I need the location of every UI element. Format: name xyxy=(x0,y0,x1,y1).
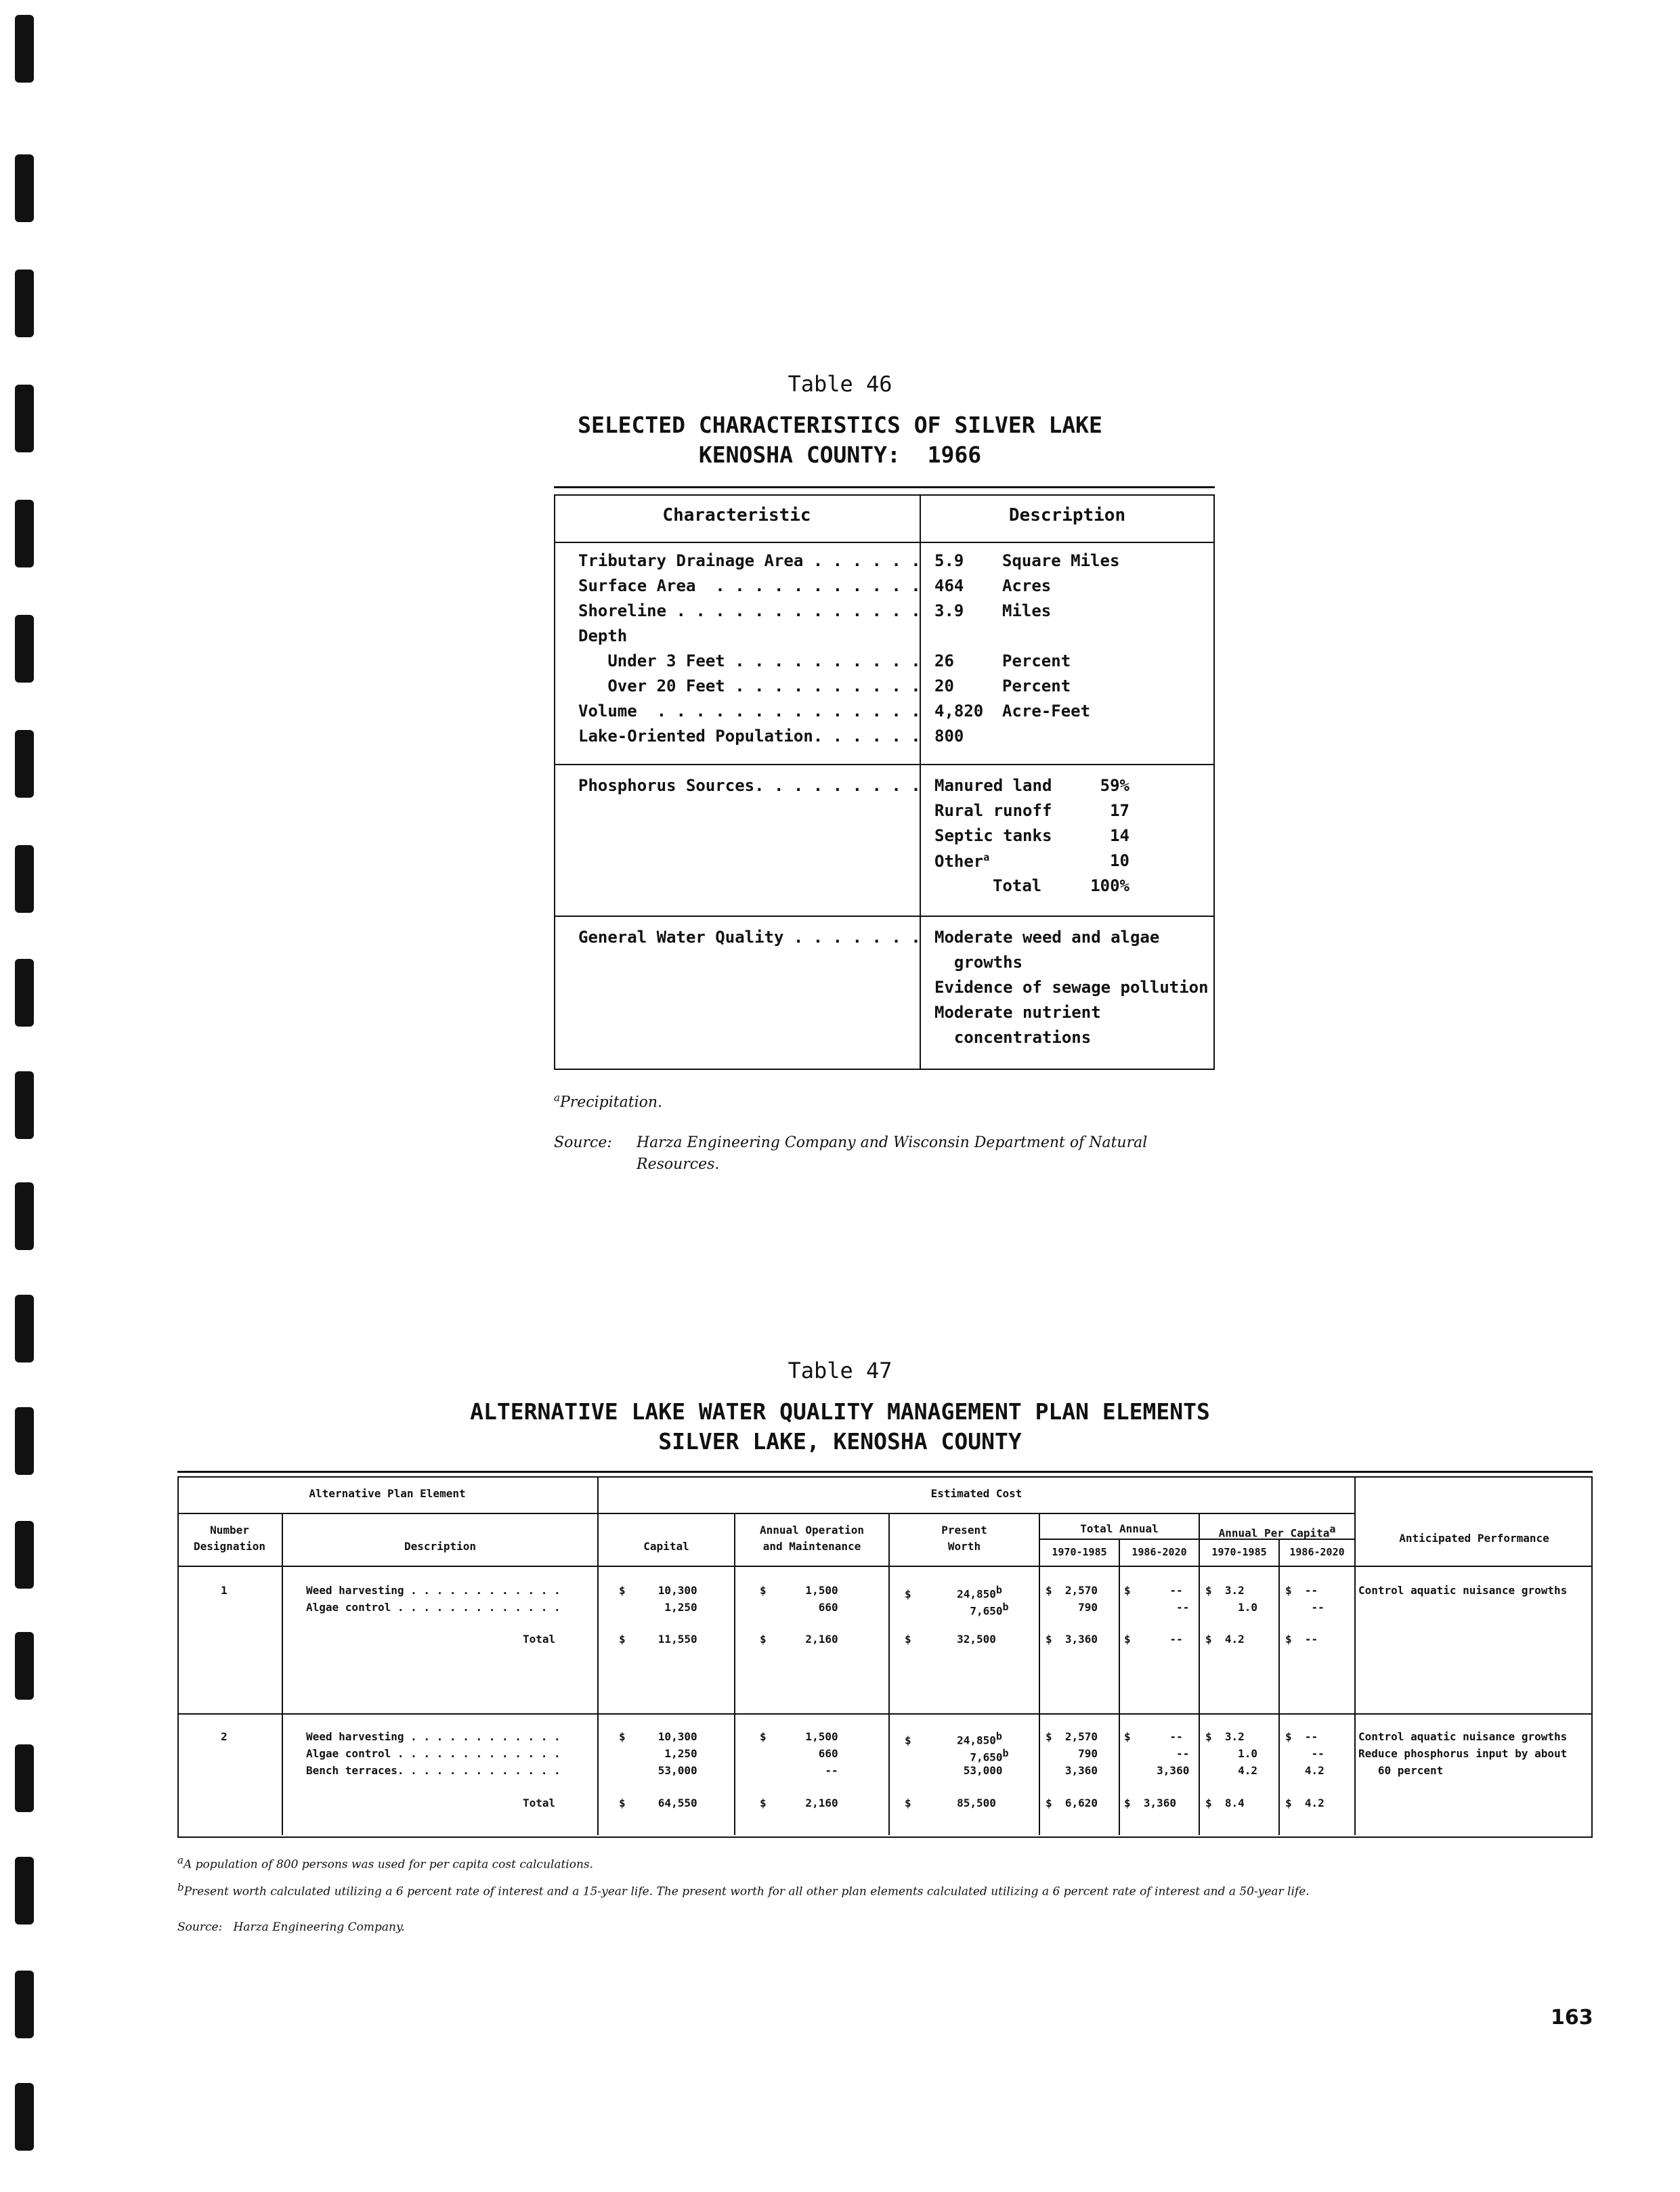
total-capital: $ 11,550 xyxy=(619,1633,697,1646)
item-total-annual-1: $ 2,570 xyxy=(1046,1730,1098,1743)
table47-footnote-b xyxy=(177,1881,1599,1899)
table46-row-value: 5.9 xyxy=(934,551,964,570)
total-om: $ 2,160 xyxy=(760,1633,838,1646)
total-annual-1: $ 6,620 xyxy=(1046,1797,1098,1809)
table46-row-label: Depth xyxy=(578,626,628,645)
footnote-marker: a xyxy=(1329,1523,1336,1535)
table46-quality-line: growths xyxy=(934,953,1023,972)
table47-rule xyxy=(282,1513,283,1835)
item-per-capita-1: 1.0 xyxy=(1205,1747,1258,1760)
table47 xyxy=(177,1471,1593,1836)
binding-hole xyxy=(15,959,34,1027)
table46-row-label: Surface Area . . . . . . . . . . . xyxy=(578,576,921,595)
table46-top-rule xyxy=(554,486,1215,488)
header-plan-element: Alternative Plan Element xyxy=(309,1487,466,1500)
source-text: Harza Engineering Company. xyxy=(233,1920,405,1934)
table47-label: Table 47 xyxy=(788,1358,892,1383)
header-period: 1986-2020 xyxy=(1289,1546,1345,1558)
footnote-marker: a xyxy=(983,851,990,863)
item-present-worth-value: $ 24,850 xyxy=(905,1734,996,1747)
table47-rule xyxy=(734,1513,735,1835)
binding-holes xyxy=(15,0,35,2192)
table46-title-line1: SELECTED CHARACTERISTICS OF SILVER LAKE xyxy=(578,412,1102,438)
total-present-worth: $ 32,500 xyxy=(905,1633,996,1646)
total-capital: $ 64,550 xyxy=(619,1797,697,1809)
item-description: Bench terraces. . . . . . . . . . . . . xyxy=(306,1764,561,1777)
total-annual-2: $ -- xyxy=(1124,1633,1183,1646)
binding-hole xyxy=(15,1744,34,1812)
table47-rule xyxy=(1199,1513,1200,1835)
table46-quality-line: concentrations xyxy=(934,1028,1092,1047)
table46-footnote-a xyxy=(554,1092,662,1111)
item-total-annual-2: $ -- xyxy=(1124,1730,1183,1743)
table46-row-value: 26 xyxy=(934,651,954,670)
binding-hole xyxy=(15,615,34,683)
footnote-text: Precipitation. xyxy=(559,1094,663,1111)
table46-row-label: Lake-Oriented Population. . . . . . xyxy=(578,727,921,746)
anticipated-performance: Control aquatic nuisance growths Reduce phosphorus input by about 60 percent xyxy=(1358,1730,1568,1777)
item-capital: 1,250 xyxy=(619,1601,697,1614)
binding-hole xyxy=(15,270,34,337)
item-description: Algae control . . . . . . . . . . . . . xyxy=(306,1747,561,1760)
table46-header-characteristic: Characteristic xyxy=(662,505,811,525)
item-total-annual-2: -- xyxy=(1124,1747,1190,1760)
footnote-marker: b xyxy=(1002,1747,1009,1759)
footnote-text: Present worth calculated utilizing a 6 percent rate of interest and a 15-year life. The present worth for all other plan elements calculated utilizing a 6 percent rate of interest and a 50-year life. xyxy=(184,1885,1310,1899)
table46-quality-line: Evidence of sewage pollution xyxy=(934,978,1209,997)
footnote-marker: b xyxy=(995,1584,1002,1596)
item-present-worth: 53,000 xyxy=(905,1764,1003,1777)
item-capital: 53,000 xyxy=(619,1764,697,1777)
total-per-capita-1: $ 4.2 xyxy=(1205,1633,1245,1646)
binding-hole xyxy=(15,500,34,567)
footnote-text: A population of 800 persons was used for per capita cost calculations. xyxy=(183,1857,594,1872)
table46-row-label: Volume . . . . . . . . . . . . . . xyxy=(578,702,921,721)
binding-hole xyxy=(15,154,34,222)
table46-phosphorus-value: 59% xyxy=(1100,776,1129,795)
header-number-designation: Number Designation xyxy=(194,1524,265,1553)
table46-header-rule xyxy=(554,542,1215,543)
header-present-worth: Present Worth xyxy=(941,1524,987,1553)
table47-rule xyxy=(177,1566,1593,1567)
table46-phosphorus-total-value: 100% xyxy=(1090,876,1129,895)
table47-footnote-a xyxy=(177,1854,593,1872)
table46-row-value: 800 xyxy=(934,727,964,746)
item-description: Algae control . . . . . . . . . . . . . xyxy=(306,1601,561,1614)
binding-hole xyxy=(15,1632,34,1700)
item-om: -- xyxy=(760,1764,838,1777)
item-om: 660 xyxy=(760,1601,838,1614)
table46-row-unit: Percent xyxy=(1002,651,1071,670)
item-total-annual-1: 3,360 xyxy=(1046,1764,1098,1777)
total-annual-1: $ 3,360 xyxy=(1046,1633,1098,1646)
table46-quality-label: General Water Quality . . . . . . . xyxy=(578,928,921,947)
item-present-worth-value: 7,650 xyxy=(905,1750,1003,1764)
table46-quality-line: Moderate nutrient xyxy=(934,1003,1101,1022)
item-per-capita-1: $ 3.2 xyxy=(1205,1730,1245,1743)
header-annual-om: Annual Operation and Maintenance xyxy=(759,1524,865,1553)
total-present-worth: $ 85,500 xyxy=(905,1797,996,1809)
table46-phosphorus-name: Rural runoff xyxy=(934,801,1052,820)
table46-row-value: 3.9 xyxy=(934,601,964,620)
table47-title xyxy=(0,1397,1680,1457)
table47-top-rule xyxy=(177,1471,1593,1473)
item-per-capita-2: 4.2 xyxy=(1285,1764,1324,1777)
total-per-capita-1: $ 8.4 xyxy=(1205,1797,1245,1809)
table46-section-rule xyxy=(554,916,1215,917)
total-label: Total xyxy=(523,1633,556,1646)
table46-phosphorus-name: Other xyxy=(934,852,984,871)
header-capital: Capital xyxy=(643,1540,689,1553)
table46-row-unit: Miles xyxy=(1002,601,1052,620)
item-capital: $ 10,300 xyxy=(619,1730,697,1743)
table46-quality-line: Moderate weed and algae xyxy=(934,928,1160,947)
source-label: Source: xyxy=(177,1920,223,1934)
table46-phosphorus-name: Septic tanks xyxy=(934,826,1052,845)
table47-rule xyxy=(888,1513,890,1835)
table46-row-label: Over 20 Feet . . . . . . . . . . xyxy=(578,676,921,695)
table46-label: Table 46 xyxy=(788,371,892,397)
table47-rule xyxy=(1119,1539,1120,1835)
alternative-number: 2 xyxy=(221,1730,228,1743)
item-total-annual-1: 790 xyxy=(1046,1601,1098,1614)
item-om: $ 1,500 xyxy=(760,1730,838,1743)
table46-section-rule xyxy=(554,764,1215,765)
binding-hole xyxy=(15,1295,34,1362)
header-performance: Anticipated Performance xyxy=(1399,1532,1549,1545)
item-total-annual-2: -- xyxy=(1124,1601,1190,1614)
item-total-annual-2: 3,360 xyxy=(1124,1764,1190,1777)
total-label: Total xyxy=(523,1797,556,1809)
header-period: 1970-1985 xyxy=(1211,1546,1267,1558)
header-per-capita-label: Annual Per Capita xyxy=(1218,1526,1330,1540)
table46-row-unit: Square Miles xyxy=(1002,551,1120,570)
table46-row-value: 20 xyxy=(934,676,954,695)
table46-title xyxy=(0,410,1680,470)
item-om: 660 xyxy=(760,1747,838,1760)
item-per-capita-2: -- xyxy=(1285,1601,1324,1614)
binding-hole xyxy=(15,730,34,798)
table47-rule xyxy=(597,1476,599,1835)
item-description: Weed harvesting . . . . . . . . . . . . xyxy=(306,1730,561,1743)
footnote-marker: a xyxy=(177,1854,184,1866)
table46-row-label: Under 3 Feet . . . . . . . . . . xyxy=(578,651,921,670)
binding-hole xyxy=(15,1071,34,1139)
item-per-capita-2: $ -- xyxy=(1285,1730,1318,1743)
table46-phosphorus-name: Manured land xyxy=(934,776,1052,795)
total-annual-2: $ 3,360 xyxy=(1124,1797,1177,1809)
item-per-capita-2: -- xyxy=(1285,1747,1324,1760)
table46-phosphorus-label: Phosphorus Sources. . . . . . . . . xyxy=(578,776,921,795)
source-text: Harza Engineering Company and Wisconsin Department of Natural Resources. xyxy=(637,1134,1148,1173)
item-per-capita-2: $ -- xyxy=(1285,1584,1318,1597)
anticipated-performance: Control aquatic nuisance growths xyxy=(1358,1584,1568,1597)
table46-source xyxy=(554,1132,1218,1173)
item-om: $ 1,500 xyxy=(760,1584,838,1597)
item-capital: $ 10,300 xyxy=(619,1584,697,1597)
item-present-worth-value: $ 24,850 xyxy=(905,1587,996,1601)
item-total-annual-1: $ 2,570 xyxy=(1046,1584,1098,1597)
binding-hole xyxy=(15,1971,34,2038)
item-per-capita-1: 1.0 xyxy=(1205,1601,1258,1614)
table47-rule xyxy=(177,1713,1593,1715)
table46-phosphorus-value: 14 xyxy=(1110,826,1129,845)
item-per-capita-1: $ 3.2 xyxy=(1205,1584,1245,1597)
header-per-capita xyxy=(1200,1521,1354,1541)
header-estimated-cost: Estimated Cost xyxy=(930,1487,1022,1500)
table46-row-label: Tributary Drainage Area . . . . . . xyxy=(578,551,921,570)
table47-rule xyxy=(177,1513,1354,1514)
alternative-number: 1 xyxy=(221,1584,228,1597)
binding-hole xyxy=(15,1857,34,1925)
table46-row-value: 464 xyxy=(934,576,964,595)
table46-row-unit: Acres xyxy=(1002,576,1052,595)
source-label: Source: xyxy=(554,1134,612,1151)
binding-hole xyxy=(15,1182,34,1250)
table46-phosphorus-other xyxy=(934,851,989,871)
binding-hole xyxy=(15,2083,34,2151)
binding-hole xyxy=(15,1521,34,1589)
table46-phosphorus-value: 17 xyxy=(1110,801,1129,820)
table47-rule xyxy=(1278,1539,1280,1835)
item-present-worth xyxy=(905,1599,1009,1619)
binding-hole xyxy=(15,845,34,913)
table47-title-line1: ALTERNATIVE LAKE WATER QUALITY MANAGEMENT PLAN ELEMENTS xyxy=(470,1398,1210,1425)
table46-row-unit: Percent xyxy=(1002,676,1071,695)
item-capital: 1,250 xyxy=(619,1747,697,1760)
page-number: 163 xyxy=(1551,2006,1593,2029)
footnote-marker: a xyxy=(554,1092,560,1104)
total-per-capita-2: $ 4.2 xyxy=(1285,1797,1324,1809)
table46-row-label: Shoreline . . . . . . . . . . . . . xyxy=(578,601,921,620)
table46-header-description: Description xyxy=(1008,505,1126,525)
footnote-marker: b xyxy=(1002,1601,1009,1613)
binding-hole xyxy=(15,15,34,83)
item-total-annual-1: 790 xyxy=(1046,1747,1098,1760)
total-om: $ 2,160 xyxy=(760,1797,838,1809)
header-total-annual: Total Annual xyxy=(1080,1522,1159,1535)
table46-title-line2: KENOSHA COUNTY: 1966 xyxy=(698,442,982,468)
header-period: 1986-2020 xyxy=(1132,1546,1187,1558)
header-description: Description xyxy=(404,1540,476,1553)
table47-title-line2: SILVER LAKE, KENOSHA COUNTY xyxy=(658,1428,1022,1455)
table46-phosphorus-total-label: Total xyxy=(993,876,1042,895)
header-period: 1970-1985 xyxy=(1052,1546,1107,1558)
footnote-marker: b xyxy=(995,1730,1002,1742)
table47-source xyxy=(177,1920,405,1934)
table46 xyxy=(554,486,1215,1069)
item-description: Weed harvesting . . . . . . . . . . . . xyxy=(306,1584,561,1597)
table47-rule xyxy=(1039,1513,1040,1835)
item-total-annual-2: $ -- xyxy=(1124,1584,1183,1597)
table46-row-value: 4,820 xyxy=(934,702,984,721)
footnote-marker: b xyxy=(177,1881,184,1893)
total-per-capita-2: $ -- xyxy=(1285,1633,1318,1646)
item-per-capita-1: 4.2 xyxy=(1205,1764,1258,1777)
table46-row-unit: Acre-Feet xyxy=(1002,702,1091,721)
item-present-worth-value: 7,650 xyxy=(905,1604,1003,1618)
table46-phosphorus-value: 10 xyxy=(1110,851,1129,870)
